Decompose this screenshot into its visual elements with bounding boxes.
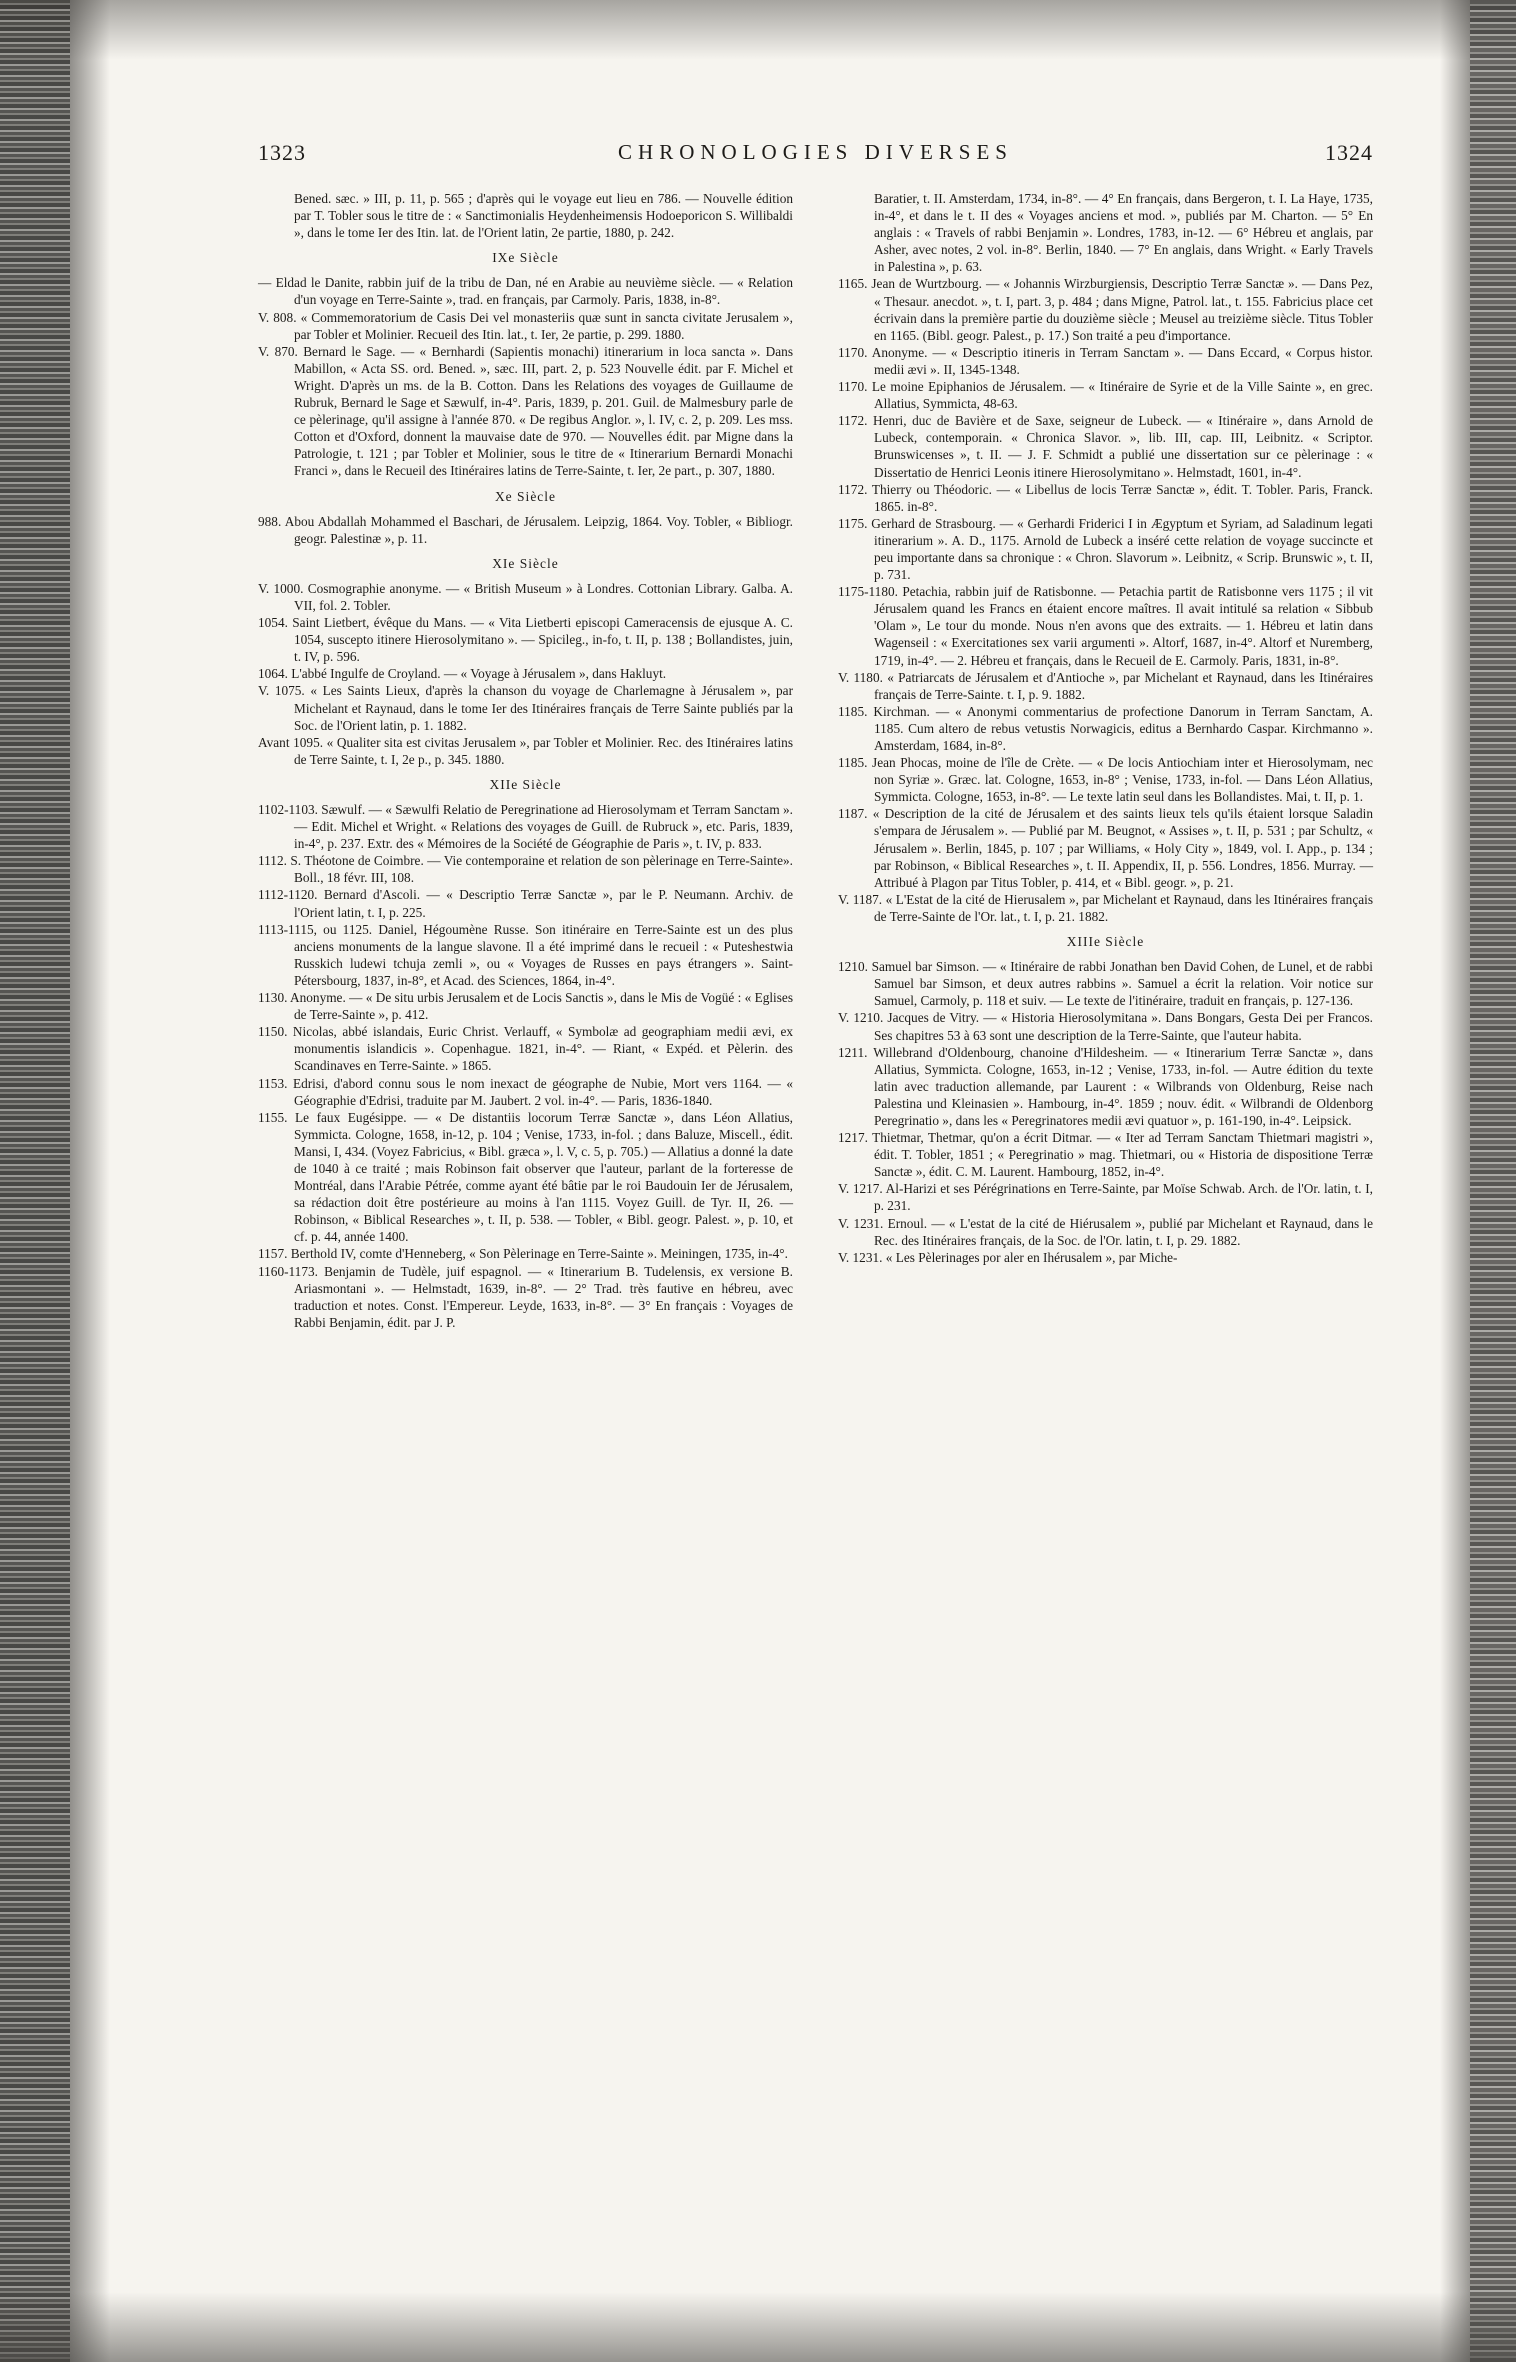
century-heading: Xe Siècle	[494, 488, 557, 504]
bibliography-entry: 1187. « Description de la cité de Jérusalem et des saints lieux tels qu'ils étaient lorsque Saladin s'empara de Jérusalem ». — Publié par M. Beugnot, « Assises », t. II, p. 531 ; par Schultz, « Jérusalem ». Berlin, 1845, p. 107 ; par Williams, « Holy City », 1849, vol. I. App., p. 134 ; par Robinson, « Biblical Researches », t. II. Appendix, II, p. 556. Londres, 1856. Murray. — Attribué à Plagon par Titus Tobler, p. 414, et « Bibl. geogr. », p. 21.	[838, 806, 1373, 890]
page-number-right: 1324	[1325, 140, 1373, 165]
bibliography-entry: 1170. Anonyme. — « Descriptio itineris in Terram Sanctam ». — Dans Eccard, « Corpus histor. medii ævi ». II, 1345-1348.	[838, 344, 1373, 377]
left-column	[258, 190, 793, 1331]
bibliography-entry: 988. Abou Abdallah Mohammed el Baschari, de Jérusalem. Leipzig, 1864. Voy. Tobler, « Bibliogr. geogr. Palestinæ », p. 11.	[258, 513, 793, 546]
century-heading: XIIIe Siècle	[1066, 934, 1145, 950]
bibliography-entry: 1155. Le faux Eugésippe. — « De distantiis locorum Terræ Sanctæ », dans Léon Allatius, Symmicta. Cologne, 1658, in-12, p. 104 ; Venise, 1733, in-fol. ; dans Baluze, Miscell., édit. Mansi, I, 434. (Voyez Fabricius, « Bibl. græca », l. V, c. 5, p. 705.) — Allatius a donné la date de 1040 à ce traité ; mais Robinson fait observer que l'auteur, parlant de la forteresse de Montréal, dans l'Arabie Pétrée, comme ayant été bâtie par le roi Baudouin Ier de Jérusalem, sa rédaction doit être postérieure au moins à l'an 1115. Voyez Guill. de Tyr. II, 26. — Robinson, « Biblical Researches », t. II, p. 538. — Tobler, « Bibl. geogr. Palest. », p. 10, et cf. p. 44, année 1400.	[258, 1109, 793, 1245]
bibliography-entry: 1172. Thierry ou Théodoric. — « Libellus de locis Terræ Sanctæ », édit. T. Tobler. Paris, Franck. 1865. in-8°.	[838, 481, 1373, 514]
bibliography-entry: V. 1000. Cosmographie anonyme. — « British Museum » à Londres. Cottonian Library. Galba. A. VII, fol. 2. Tobler.	[258, 580, 793, 613]
bibliography-entry: 1210. Samuel bar Simson. — « Itinéraire de rabbi Jonathan ben David Cohen, de Lunel, et de rabbi Samuel bar Simson, et deux autres rabbins ». Samuel a écrit la relation. Voir notice sur Samuel, Carmoly, p. 118 et suiv. — Le texte de l'itinéraire, traduit en français, p. 127-136.	[838, 959, 1373, 1009]
entry-continuation: Bened. sæc. » III, p. 11, p. 565 ; d'après qui le voyage eut lieu en 786. — Nouvelle édition par T. Tobler sous le titre de : « Sanctimonialis Heydenheimensis Hodoeporicon S. Willibaldi », dans le tome Ier des Itin. lat. de l'Orient latin, 2e partie, 1880, p. 242.	[294, 191, 793, 241]
scan-shadow-top	[0, 0, 1516, 60]
scan-border-right	[1470, 0, 1516, 2362]
right-column	[838, 190, 1373, 1266]
bibliography-entry: V. 1187. « L'Estat de la cité de Hierusalem », par Michelant et Raynaud, dans les Itinéraires français de Terre-Sainte de l'Or. lat., t. I, p. 21. 1882.	[838, 891, 1373, 924]
bibliography-entry: 1113-1115, ou 1125. Daniel, Hégoumène Russe. Son itinéraire en Terre-Sainte est un des plus anciens monuments de la langue slavone. Il a été imprimé dans le recueil : « Puteshestwia Russkich ludewi tchuja zemli », ou « Voyages de Russes en pays étrangers ». Saint-Pétersbourg, 1837, in-8°, et Acad. des Sciences, 1864, in-4°.	[258, 921, 793, 988]
bibliography-entry: 1185. Jean Phocas, moine de l'île de Crète. — « De locis Antiochiam inter et Hierosolymam, nec non Syriæ ». Græc. lat. Cologne, 1653, in-8° ; Venise, 1733, in-fol. — Dans Léon Allatius, Symmicta. Cologne, 1653, in-8°. — Le texte latin seul dans les Bollandistes. Mai, t. II, p. 1.	[838, 755, 1373, 805]
scan-shadow-left	[70, 0, 110, 2362]
bibliography-entry: 1150. Nicolas, abbé islandais, Euric Christ. Verlauff, « Symbolæ ad geographiam medii ævi, ex monumentis islandicis ». Copenhague. 1821, in-4°. — Riant, « Expéd. et Pèlerin. des Scandinaves en Terre-Sainte. » 1865.	[258, 1024, 793, 1074]
bibliography-entry: 1160-1173. Benjamin de Tudèle, juif espagnol. — « Itinerarium B. Tudelensis, ex versione B. Ariasmontani ». — Helmstadt, 1639, in-8°. — 2° Trad. très fautive en hébreu, avec traduction et notes. Const. l'Empereur. Leyde, 1633, in-8°. — 3° En français : Voyages de Rabbi Benjamin, édit. par J. P.	[258, 1263, 793, 1330]
scan-shadow-bottom	[0, 2292, 1516, 2362]
bibliography-entry: 1175-1180. Petachia, rabbin juif de Ratisbonne. — Petachia partit de Ratisbonne vers 1175 ; il vit Jérusalem quand les Francs en étaient encore maîtres. Il avait intitulé sa relation « Sibbub 'Olam », Le tour du monde. Nous n'en avons que des extraits. — 1. Hébreu et latin dans Wagenseil : « Exercitationes sex varii argumenti ». Altorf, 1687, in-4°. Altorf et Nuremberg, 1719, in-4°. — 2. Hébreu et français, dans le Recueil de E. Carmoly. Paris, 1831, in-8°.	[838, 584, 1373, 668]
bibliography-entry: — Eldad le Danite, rabbin juif de la tribu de Dan, né en Arabie au neuvième siècle. — « Relation d'un voyage en Terre-Sainte », trad. en français, par Carmoly. Paris, 1838, in-8°.	[258, 275, 793, 308]
bibliography-entry: 1112. S. Théotone de Coimbre. — Vie contemporaine et relation de son pèlerinage en Terre-Sainte». Boll., 18 févr. III, 108.	[258, 853, 793, 886]
bibliography-entry: 1102-1103. Sæwulf. — « Sæwulfi Relatio de Peregrinatione ad Hierosolymam et Terram Sanctam ». — Edit. Michel et Wright. « Relations des voyages de Guill. de Rubruck », etc. Paris, 1839, in-4°, p. 237. Extr. des « Mémoires de la Société de Géographie de Paris », t. IV, p. 833.	[258, 802, 793, 852]
bibliography-entry: 1217. Thietmar, Thetmar, qu'on a écrit Ditmar. — « Iter ad Terram Sanctam Thietmari magistri », édit. T. Tobler, 1851 ; « Peregrinatio » mag. Thietmari, ou « Historia de dispositione Terræ Sanctæ », édit. C. M. Laurent. Hambourg, 1852, in-4°.	[838, 1130, 1373, 1180]
bibliography-entry: 1165. Jean de Wurtzbourg. — « Johannis Wirzburgiensis, Descriptio Terræ Sanctæ ». — Dans Pez, « Thesaur. anecdot. », t. I, part. 3, p. 484 ; dans Migne, Patrol. lat., t. 155. Fabricius place cet écrivain dans la première partie du douzième siècle ; Meusel au treizième siècle. Titus Tobler en 1165. (Bibl. geogr. Palest., p. 17.) Son traité a peu d'importance.	[838, 276, 1373, 343]
bibliography-entry: 1175. Gerhard de Strasbourg. — « Gerhardi Friderici I in Ægyptum et Syriam, ad Saladinum legati itinerarium ». A. D., 1175. Arnold de Lubeck a inséré cette relation de voyage succincte et peu importante dans sa chronique : « Chron. Slavorum ». Leibnitz, « Scrip. Brunswic », t. II, p. 731.	[838, 515, 1373, 583]
page-number-left: 1323	[258, 140, 306, 165]
bibliography-entry: 1170. Le moine Epiphanios de Jérusalem. — « Itinéraire de Syrie et de la Ville Sainte », en grec. Allatius, Symmicta, 48-63.	[838, 379, 1373, 412]
page-title: CHRONOLOGIES DIVERSES	[618, 140, 1013, 164]
bibliography-entry: V. 870. Bernard le Sage. — « Bernhardi (Sapientis monachi) itinerarium in loca sancta ». Dans Mabillon, « Acta SS. ord. Bened. », sæc. III, part. 2, p. 523 Nouvelle édit. par F. Michel et Wright. D'après un ms. de la B. Cotton. Dans les Relations des voyages de Guillaume de Rubruk, Bernard le Sage et Sæwulf, in-4°. Paris, 1839, p. 201. Guil. de Malmesbury parle de ce pèlerinage, qu'il assigne à l'année 870. « De regibus Anglor. », l. IV, c. 2, p. 209. Les mss. Cotton et d'Oxford, donnent la mauvaise date de 970. — Nouvelles édit. par Migne dans la Patrologie, t. 121 ; par Tobler et Molinier, sous le titre de « Itinerarium Bernardi Monachi Franci », dans le Recueil des Itinéraires latins de Terre-Sainte, t. Ier, 2e part., p. 307, 1880.	[258, 343, 793, 479]
bibliography-entry: 1054. Saint Lietbert, évêque du Mans. — « Vita Lietberti episcopi Cameracensis de ejusque A. C. 1054, suscepto itinere Hierosolymitano ». — Spicileg., in-fo, t. II, p. 138 ; Bollandistes, juin, t. IV, p. 596.	[258, 615, 793, 665]
scan-shadow-right	[1440, 0, 1470, 2362]
bibliography-entry: 1172. Henri, duc de Bavière et de Saxe, seigneur de Lubeck. — « Itinéraire », dans Arnold de Lubeck, contemporain. « Chronica Slavor. », lib. III, cap. III, Leibnitz. « Scriptor. Brunswicenses », t. II. — J. F. Schmidt a publié une dissertation sur ce pèlerinage : « Dissertatio de Henrici Leonis itinere Hierosolymitano ». Helmstadt, 1601, in-4°.	[838, 413, 1373, 480]
bibliography-entry: V. 1231. Ernoul. — « L'estat de la cité de Hiérusalem », publié par Michelant et Raynaud, dans le Rec. des Itinéraires français, de la Soc. de l'Or. latin, t. I, p. 29. 1882.	[838, 1215, 1373, 1248]
century-heading: XIe Siècle	[492, 555, 559, 571]
scan-border-left	[0, 0, 70, 2362]
bibliography-entry: Avant 1095. « Qualiter sita est civitas Jerusalem », par Tobler et Molinier. Rec. des Itinéraires latins de Terre Sainte, t. I, 2e p., p. 345. 1880.	[258, 734, 793, 767]
bibliography-entry: V. 808. « Commemoratorium de Casis Dei vel monasteriis quæ sunt in sancta civitate Jerusalem », par Tobler et Molinier. Recueil des Itin. lat., t. Ier, 2e partie, p. 299. 1880.	[258, 309, 793, 342]
bibliography-entry: V. 1075. « Les Saints Lieux, d'après la chanson du voyage de Charlemagne à Jérusalem », par Michelant et Raynaud, dans le tome Ier des Itinéraires français de Terre Sainte publiés par la Soc. de l'Orient latin, p. 1. 1882.	[258, 683, 793, 733]
bibliography-entry: 1064. L'abbé Ingulfe de Croyland. — « Voyage à Jérusalem », dans Hakluyt.	[258, 666, 667, 682]
running-head	[258, 140, 1373, 174]
bibliography-entry: 1130. Anonyme. — « De situ urbis Jerusalem et de Locis Sanctis », dans le Mis de Vogüé : « Eglises de Terre-Sainte », p. 412.	[258, 990, 793, 1023]
bibliography-entry: 1112-1120. Bernard d'Ascoli. — « Descriptio Terræ Sanctæ », par le P. Neumann. Archiv. de l'Orient latin, t. I, p. 225.	[258, 887, 793, 920]
bibliography-entry: V. 1210. Jacques de Vitry. — « Historia Hierosolymitana ». Dans Bongars, Gesta Dei per Francos. Ses chapitres 53 à 63 sont une description de la Terre-Sainte, que l'auteur habita.	[838, 1010, 1373, 1043]
bibliography-entry: V. 1217. Al-Harizi et ses Pérégrinations en Terre-Sainte, par Moïse Schwab. Arch. de l'Or. latin, t. I, p. 231.	[838, 1181, 1373, 1214]
bibliography-entry: 1211. Willebrand d'Oldenbourg, chanoine d'Hildesheim. — « Itinerarium Terræ Sanctæ », dans Allatius, Symmicta. Cologne, 1653, in-12 ; Venise, 1733, in-fol. — Autre édition du texte latin avec traduction allemande, par Laurent : « Wilbrands von Oldenburg, Reise nach Palestina und Kleinasien ». Hambourg, in-4°. 1859 ; nouv. édit. « Wilbrandi de Oldenborg Peregrinatio », dans les « Peregrinatores medii ævi quatuor », p. 161-190, in-4°. Leipsick.	[838, 1044, 1373, 1128]
bibliography-entry: 1185. Kirchman. — « Anonymi commentarius de profectione Danorum in Terram Sanctam, A. 1185. Cum altero de rebus vetustis Norwagicis, editus a Bernhardo Caspar. Kirchmanno ». Amsterdam, 1684, in-8°.	[838, 703, 1373, 753]
entry-continuation: Baratier, t. II. Amsterdam, 1734, in-8°. — 4° En français, dans Bergeron, t. I. La Haye, 1735, in-4°, et dans le t. II des « Voyages anciens et mod. », publiés par M. Charton. — 5° En anglais : « Travels of rabbi Benjamin ». Londres, 1783, in-12. — 6° Hébreu et anglais, par Asher, avec notes, 2 vol. in-8°. Berlin, 1840. — 7° En anglais, dans Wright. « Early Travels in Palestina », p. 63.	[874, 191, 1373, 275]
bibliography-entry: V. 1231. « Les Pèlerinages por aler en Ihérusalem », par Miche-	[838, 1249, 1178, 1265]
bibliography-entry: 1157. Berthold IV, comte d'Henneberg, « Son Pèlerinage en Terre-Sainte ». Meiningen, 1735, in-4°.	[258, 1246, 788, 1262]
bibliography-entry: V. 1180. « Patriarcats de Jérusalem et d'Antioche », par Michelant et Raynaud, dans les Itinéraires français de Terre-Sainte. t. I, p. 9. 1882.	[838, 669, 1373, 702]
century-heading: XIIe Siècle	[489, 776, 562, 792]
century-heading: IXe Siècle	[492, 250, 559, 266]
bibliography-entry: 1153. Edrisi, d'abord connu sous le nom inexact de géographe de Nubie, Mort vers 1164. — « Géographie d'Edrisi, traduite par M. Jaubert. 2 vol. in-4°. — Paris, 1836-1840.	[258, 1075, 793, 1108]
